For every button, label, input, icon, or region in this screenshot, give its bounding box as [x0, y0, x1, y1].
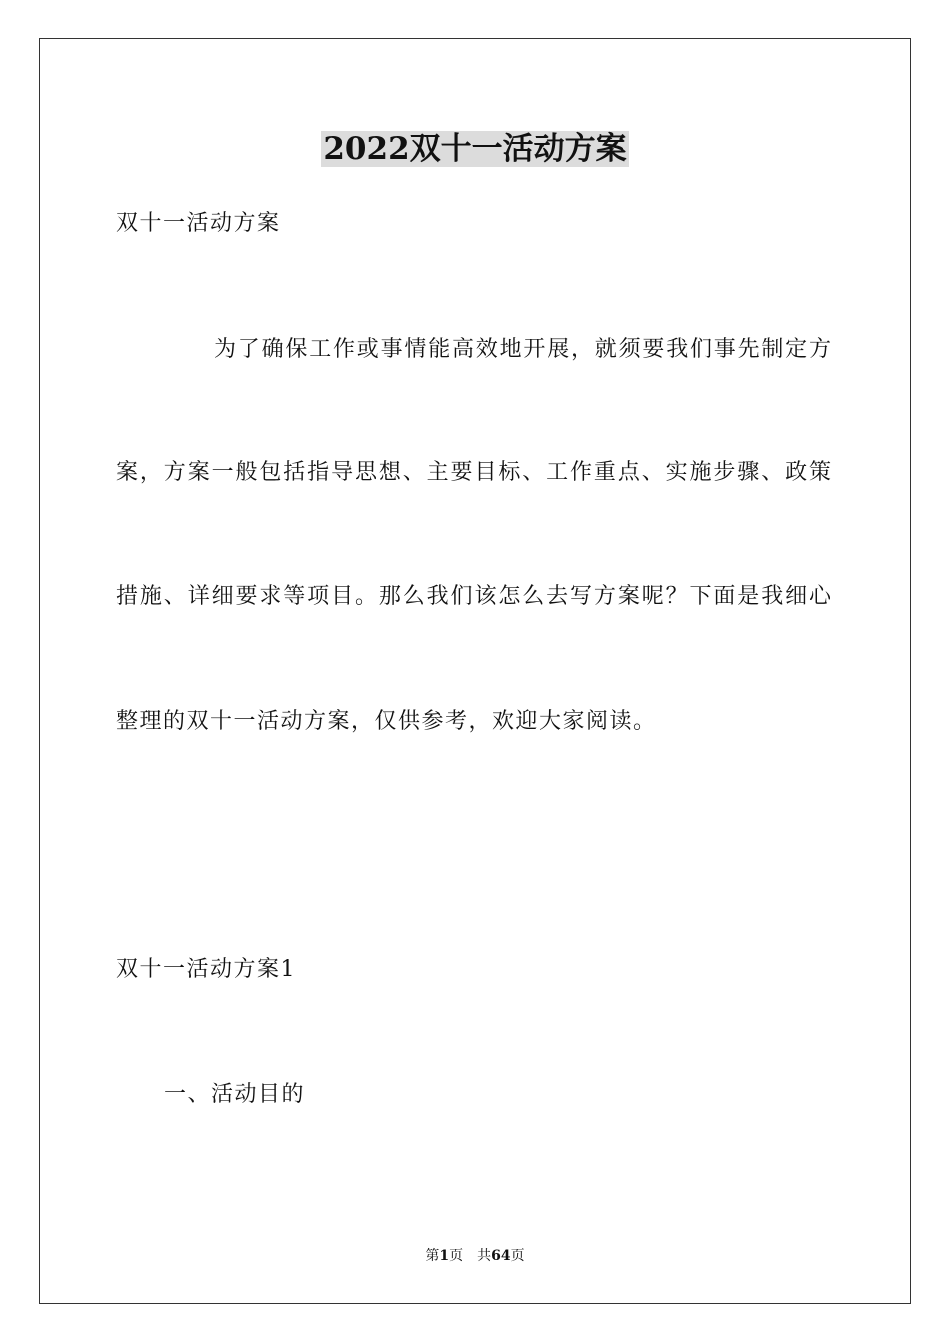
section-heading: 双十一活动方案1	[116, 957, 296, 982]
subsection-heading: 一、活动目的	[164, 1082, 306, 1107]
intro-line-3: 措施、详细要求等项目。那么我们该怎么去写方案呢？下面是我细心	[116, 584, 831, 609]
footer-page-number: 1	[439, 1248, 450, 1264]
footer-total-pages: 64	[491, 1248, 511, 1264]
intro-line-1: 为了确保工作或事情能高效地开展，就须要我们事先制定方	[214, 337, 831, 362]
footer-total-suffix: 页	[510, 1248, 525, 1264]
footer-page-prefix: 第	[425, 1248, 440, 1264]
footer-total-prefix: 共	[477, 1248, 492, 1264]
document-title	[0, 128, 950, 170]
intro-line-4: 整理的双十一活动方案，仅供参考，欢迎大家阅读。	[116, 709, 657, 734]
document-title-text: 2022双十一活动方案	[323, 131, 627, 167]
document-subtitle: 双十一活动方案	[116, 211, 281, 236]
footer-page-suffix: 页	[449, 1248, 464, 1264]
page-footer	[0, 1246, 950, 1266]
intro-line-2: 案，方案一般包括指导思想、主要目标、工作重点、实施步骤、政策	[116, 460, 831, 485]
